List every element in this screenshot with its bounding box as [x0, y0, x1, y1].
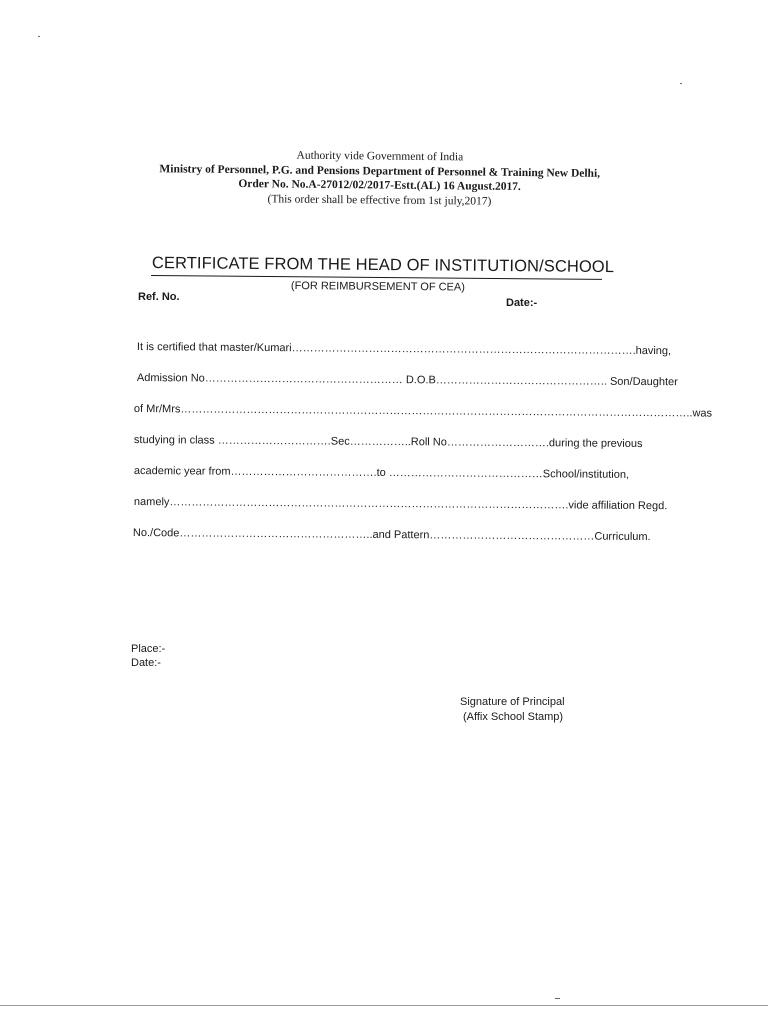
- scan-speck: [38, 36, 40, 37]
- certificate-title: CERTIFICATE FROM THE HEAD OF INSTITUTION/SCHOOL: [151, 254, 615, 277]
- authority-header: [139, 147, 620, 210]
- scan-edge-line: [0, 1005, 768, 1006]
- ministry-line: Ministry of Personnel, P.G. and Pensions Department of Personnel & Training New Delhi,: [159, 162, 601, 180]
- certificate-subtitle: (FOR REIMBURSEMENT OF CEA): [290, 280, 465, 294]
- ref-no-label: Ref. No.: [138, 291, 180, 303]
- place-label: Place:-: [131, 643, 166, 655]
- body-line-code: No./Code……………………………………………..and Pattern………………………………………Curriculum.: [132, 527, 651, 544]
- effective-date-line: (This order shall be effective from 1st july,2017): [267, 192, 492, 208]
- body-line-parent: of Mr/Mrs…………………………………………………………………………………………………………………………..was: [133, 403, 713, 420]
- date-label: Date:-: [506, 297, 538, 309]
- order-number-line: Order No. No.A-27012/02/2017-Estt.(AL) 16 August.2017.: [238, 178, 521, 193]
- body-line-school-name: namely……………………………………………………………………………………………….vide affiliation Regd.: [133, 496, 668, 513]
- signature-label: Signature of Principal: [460, 696, 565, 708]
- body-line-student-name: It is certified that master/Kumari………………………………………………………………………………….having,: [136, 341, 672, 358]
- body-line-class: studying in class ………………………….Sec……………..Roll No……………………….during the previous: [133, 434, 643, 450]
- school-stamp-label: (Affix School Stamp): [463, 711, 564, 723]
- authority-line: Authority vide Government of India: [296, 149, 464, 164]
- scan-speck: [680, 83, 682, 84]
- footer-date-label: Date:-: [131, 657, 161, 669]
- body-line-admission: Admission No……………………………………………… D.O.B……………………………………….. Son/Daughter: [136, 372, 678, 389]
- body-line-academic-year: academic year from………………………………….to ……………………………………School/institution,: [133, 465, 630, 481]
- scan-speck: [555, 998, 560, 999]
